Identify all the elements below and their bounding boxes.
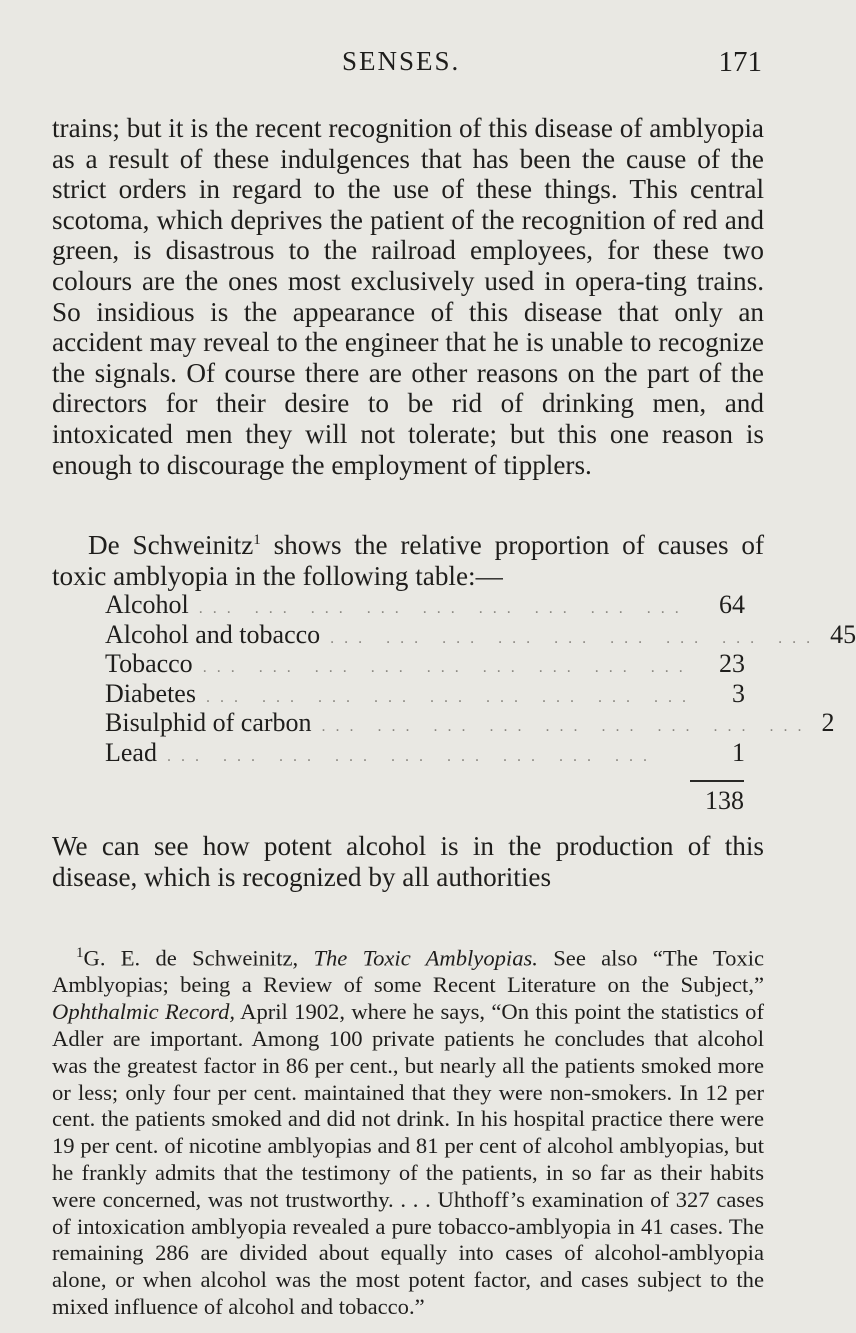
page-header — [0, 46, 800, 86]
table-cause: Tobacco — [105, 649, 193, 678]
paragraph-1: trains; but it is the recent recognition of this disease of amblyopia as a result of these indulgences that has been the cause of the strict orders in regard to the use of these things. This central scotoma, which deprives the patient of the recognition of red and green, is disastrous to the railroad employees, for these two colours are the ones most exclusively used in opera-ting trains. So insidious is the appearance of this disease that only an accident may reveal to the engineer that he is unable to recognize the signals. Of course there are other reasons on the part of the directors for their desire to be rid of drinking men, and intoxicated men they will not tolerate; but this one reason is enough to discourage the employment of tipplers. — [52, 113, 764, 480]
dot-leader: ... ... ... ... ... ... ... ... ... — [202, 659, 693, 676]
table-cause: Alcohol — [105, 590, 189, 619]
paragraph-2-lead: De Schweinitz — [88, 530, 254, 561]
table-cause: Alcohol and tobacco — [105, 619, 321, 649]
footnote-mark: 1 — [76, 945, 84, 961]
table-row — [105, 590, 745, 620]
footnote-text: G. E. de Schweinitz, — [83, 945, 314, 971]
dot-leader: ... ... ... ... ... ... ... ... ... — [321, 718, 812, 735]
table-row — [105, 738, 745, 768]
paragraph-2 — [52, 525, 764, 591]
table-count: 64 — [719, 590, 745, 619]
dot-leader: ... ... ... ... ... ... ... ... ... — [205, 688, 696, 706]
running-title: SENSES. — [342, 46, 461, 76]
paragraph-2-rest: shows the relative proportion of causes of toxic amblyopia in the following table:— — [52, 530, 764, 591]
footnote-title: The Toxic Amblyopias. — [313, 945, 538, 971]
footnote — [52, 940, 764, 1321]
dot-leader: ... ... ... ... ... ... ... ... ... — [198, 600, 689, 617]
table-count: 1 — [732, 737, 745, 767]
table-total: 138 — [705, 786, 744, 815]
paragraph-3: We can see how potent alcohol is in the production of this disease, which is recognized by all authorities — [52, 831, 764, 892]
table-row — [105, 679, 745, 709]
table-row — [105, 619, 856, 650]
table-count: 3 — [732, 678, 745, 708]
table-row — [105, 649, 745, 679]
table-count: 2 — [821, 708, 835, 737]
table-count: 45 — [830, 619, 856, 649]
total-rule — [690, 780, 744, 782]
dot-leader: ... ... ... ... ... ... ... ... ... — [166, 747, 657, 765]
footnote-text: See also “The Toxic Amblyopias; being a Review of some Recent Literature on the Subject,” — [52, 945, 764, 998]
table-cause: Bisulphid of carbon — [105, 708, 312, 737]
footnote-reference: 1 — [253, 532, 261, 548]
table-count: 23 — [719, 649, 745, 678]
causes-table — [105, 590, 856, 767]
footnote-text: April 1902, where he says, “On this point the statistics of Adler are important. Among 100 private patients he concludes that alcohol was the greatest factor in 86 per cent., but nearly all the patients smoked more or less; only four per cent. maintained that they were non-smokers. In 12 per cent. the patients smoked and did not drink. In his hospital practice there were 19 per cent. of nicotine amblyopias and 81 per cent of alcohol amblyopias, but he frankly admits that the testimony of the patients, in so far as their habits were concerned, was not trustworthy. . . . Uhthoff’s examination of 327 cases of intoxication amblyopia revealed a pure tobacco-amblyopia in 41 cases. The remaining 286 are divided about equally into cases of alcohol-amblyopia alone, or when alcohol was the most potent factor, and cases subject to the mixed influence of alcohol and tobacco.” — [52, 999, 764, 1319]
table-row — [105, 708, 835, 738]
dot-leader: ... ... ... ... ... ... ... ... ... — [330, 629, 821, 647]
table-cause: Lead — [105, 737, 157, 767]
table-cause: Diabetes — [105, 678, 196, 708]
footnote-journal: Ophthalmic Record, — [52, 999, 236, 1025]
page-number: 171 — [718, 46, 762, 78]
